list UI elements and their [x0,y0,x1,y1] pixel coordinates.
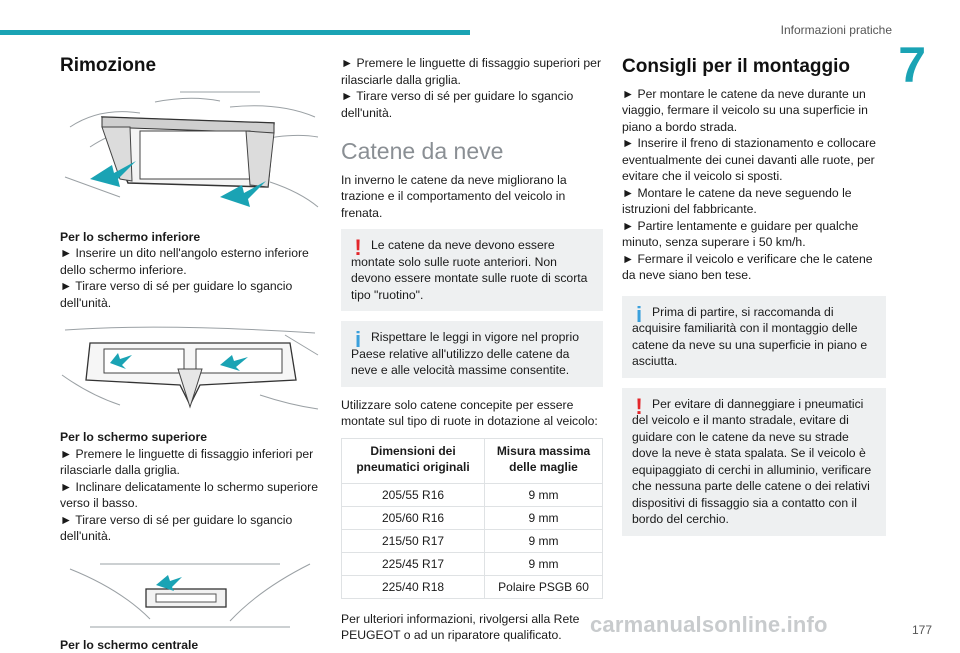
info-box-laws [341,321,603,387]
central-screen-illustration [60,559,300,631]
middle-column [341,55,603,644]
info-icon: i [632,305,646,325]
link-size-cell: Polaire PSGB 60 [485,575,603,598]
central-screen-heading: Per lo schermo centrale [60,637,322,653]
page-number: 177 [912,623,932,637]
fitting-advice-title: Consigli per il montaggio [622,59,886,76]
fitting-step-4: ► Partire lentamente e guidare per qualche minuto, senza superare i 50 km/h. [622,218,886,251]
info-box-practice [622,296,886,378]
central-screen-step-1: ► Premere le linguette di fissaggio superiori per rilasciarle dalla griglia. [341,55,603,88]
tyre-size-cell: 215/50 R17 [342,529,485,552]
upper-screen-heading: Per lo schermo superiore [60,429,322,446]
table-row [342,529,603,552]
lower-screen-heading: Per lo schermo inferiore [60,229,322,246]
snow-chains-title: Catene da neve [341,143,603,160]
table-row [342,552,603,575]
left-column [60,55,322,653]
tyre-size-cell: 225/45 R17 [342,552,485,575]
fitting-step-3: ► Montare le catene da neve seguendo le istruzioni del fabbricante. [622,185,886,218]
info-text: Prima di partire, si raccomanda di acquisire familiarità con il montaggio delle catene da neve su una superficie in piano e asciutta. [632,304,876,370]
section-title: Informazioni pratiche [781,23,892,37]
header-accent-bar [0,30,470,35]
table-header-tyre: Dimensioni dei pneumatici originali [342,438,485,483]
warning-box-cleared-roads [622,388,886,536]
info-text: Rispettare le leggi in vigore nel proprio Paese relative all'utilizzo delle catene da neve e alle velocità massime consentite. [351,329,593,379]
upper-screen-step-1: ► Premere le linguette di fissaggio inferiori per rilasciarle dalla griglia. [60,446,322,479]
lower-screen-illustration [60,87,300,215]
upper-screen-step-2: ► Inclinare delicatamente lo schermo superiore verso il basso. [60,479,322,512]
tyre-size-cell: 205/55 R16 [342,483,485,506]
link-size-cell: 9 mm [485,506,603,529]
lower-screen-step-2: ► Tirare verso di sé per guidare lo sgancio dell'unità. [60,278,322,311]
tyre-size-cell: 225/40 R18 [342,575,485,598]
fitting-step-2: ► Inserire il freno di stazionamento e collocare eventualmente dei cunei davanti alle ruote, per evitare che il veicolo si sposti. [622,135,886,185]
link-size-cell: 9 mm [485,483,603,506]
network-note: Per ulteriori informazioni, rivolgersi alla Rete PEUGEOT o ad un riparatore qualificato. [341,611,603,644]
fitting-step-5: ► Fermare il veicolo e verificare che le catene da neve siano ben tese. [622,251,886,284]
table-intro: Utilizzare solo catene concepite per essere montate sul tipo di ruote in dotazione al veicolo: [341,397,603,430]
warning-text: Le catene da neve devono essere montate solo sulle ruote anteriori. Non devono essere montate sulle ruote di scorta tipo "ruotino". [351,237,593,303]
table-row [342,506,603,529]
right-column [622,55,886,546]
warning-box-front-wheels [341,229,603,311]
removal-title: Rimozione [60,58,322,75]
table-row [342,483,603,506]
snow-chains-intro: In inverno le catene da neve migliorano la trazione e il comportamento del veicolo in frenata. [341,172,603,222]
fitting-step-1: ► Per montare le catene da neve durante un viaggio, fermare il veicolo su una superficie in piano a bordo strada. [622,86,886,136]
exclamation-icon: ! [632,397,646,417]
link-size-cell: 9 mm [485,552,603,575]
exclamation-icon: ! [351,238,365,258]
info-icon: i [351,330,365,350]
central-screen-step-2: ► Tirare verso di sé per guidare lo sgancio dell'unità. [341,88,603,121]
chapter-number: 7 [898,40,926,90]
link-size-cell: 9 mm [485,529,603,552]
lower-screen-step-1: ► Inserire un dito nell'angolo esterno inferiore dello schermo inferiore. [60,245,322,278]
chain-size-table [341,438,603,599]
warning-text: Per evitare di danneggiare i pneumatici del veicolo e il manto stradale, evitare di guidare con le catene da neve su strade dove la neve è stata spalata. Se il veicolo è equipaggiato di cerchi in alluminio, verificare che nessuna parte delle catene o dei relativi dispositivi di fissaggio sia a contatto con il bordo del cerchio. [632,396,876,528]
table-row [342,575,603,598]
table-header-link: Misura massima delle maglie [485,438,603,483]
tyre-size-cell: 205/60 R16 [342,506,485,529]
watermark: carmanualsonline.info [590,612,828,638]
upper-screen-step-3: ► Tirare verso di sé per guidare lo sgancio dell'unità. [60,512,322,545]
upper-screen-illustration [60,325,300,413]
